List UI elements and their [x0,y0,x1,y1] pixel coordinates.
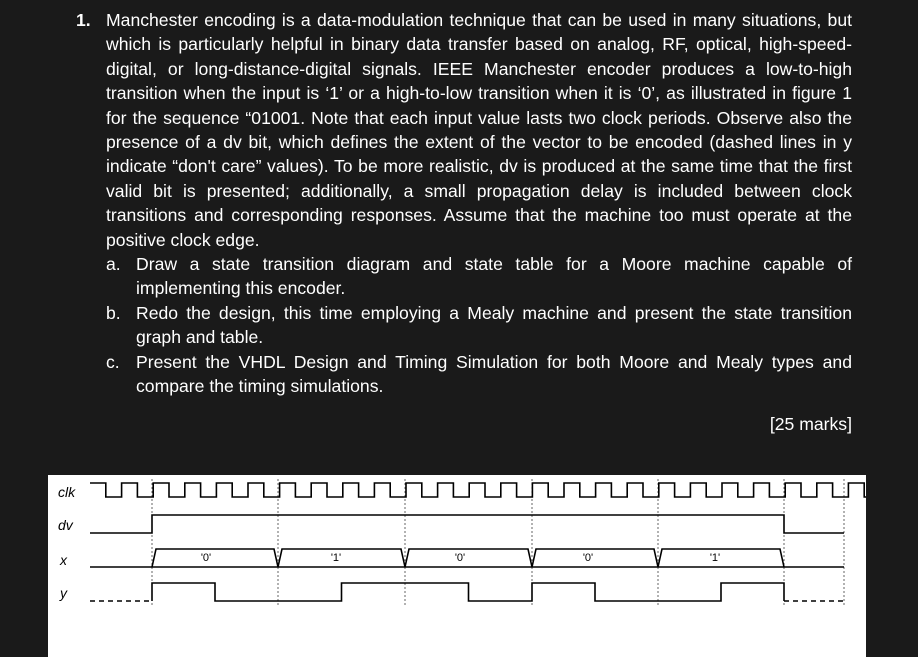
part-text: Present the VHDL Design and Timing Simulation for both Moore and Mealy types and compare the timing simulations. [136,351,852,397]
bit-label: '0' [454,552,466,564]
marks-label: [25 marks] [769,413,852,434]
question-part-b [76,301,852,350]
timing-figure [48,475,866,657]
question-parts-list [76,252,852,398]
part-label: c. [106,351,120,372]
figure-caption: Figure 1: Manchester Encoding [331,611,583,631]
bit-label: '1' [330,552,342,564]
bit-label: '0' [582,552,594,564]
question-number: 1. [76,10,91,30]
signal-label-x: x [60,552,67,568]
part-text: Draw a state transition diagram and state table for a Moore machine capable of implementing this encoder. [136,254,852,299]
question-text: Manchester encoding is a data-modulation technique that can be used in many situations, but which is particularly helpful in binary data transfer based on analog, RF, optical, high-speed-digital, or long-distance-digital signals. IEEE Manchester encoder produces a low-to-high transition when the input is ‘1’ or a high-to-low transition when it is ‘0’, as illustrated in figure 1 for the sequence “01001. Note that each input value lasts two clock periods. Observe also the presence of a dv bit, which defines the extent of the vector to be encoded (dashed lines in y indicate “don't care” values). To be more realistic, dv is produced at the same time that the first valid bit is presented; additionally, a small propagation delay is included between clock transitions and corresponding responses. Assume that the machine too must operate at the positive clock edge. [106,10,852,250]
signal-label-dv: dv [58,517,73,533]
bit-label: '1' [709,552,721,564]
question-row [76,8,852,252]
signal-label-y: y [60,585,67,601]
question-part-c [76,350,852,399]
question-part-a [76,252,852,301]
question-block [76,8,852,436]
part-label: b. [106,302,121,323]
bit-label: '0' [200,552,212,564]
part-label: a. [106,254,121,275]
signal-label-clk: clk [58,484,76,500]
part-text: Redo the design, this time employing a Mealy machine and present the state transition graph and table. [136,302,852,348]
